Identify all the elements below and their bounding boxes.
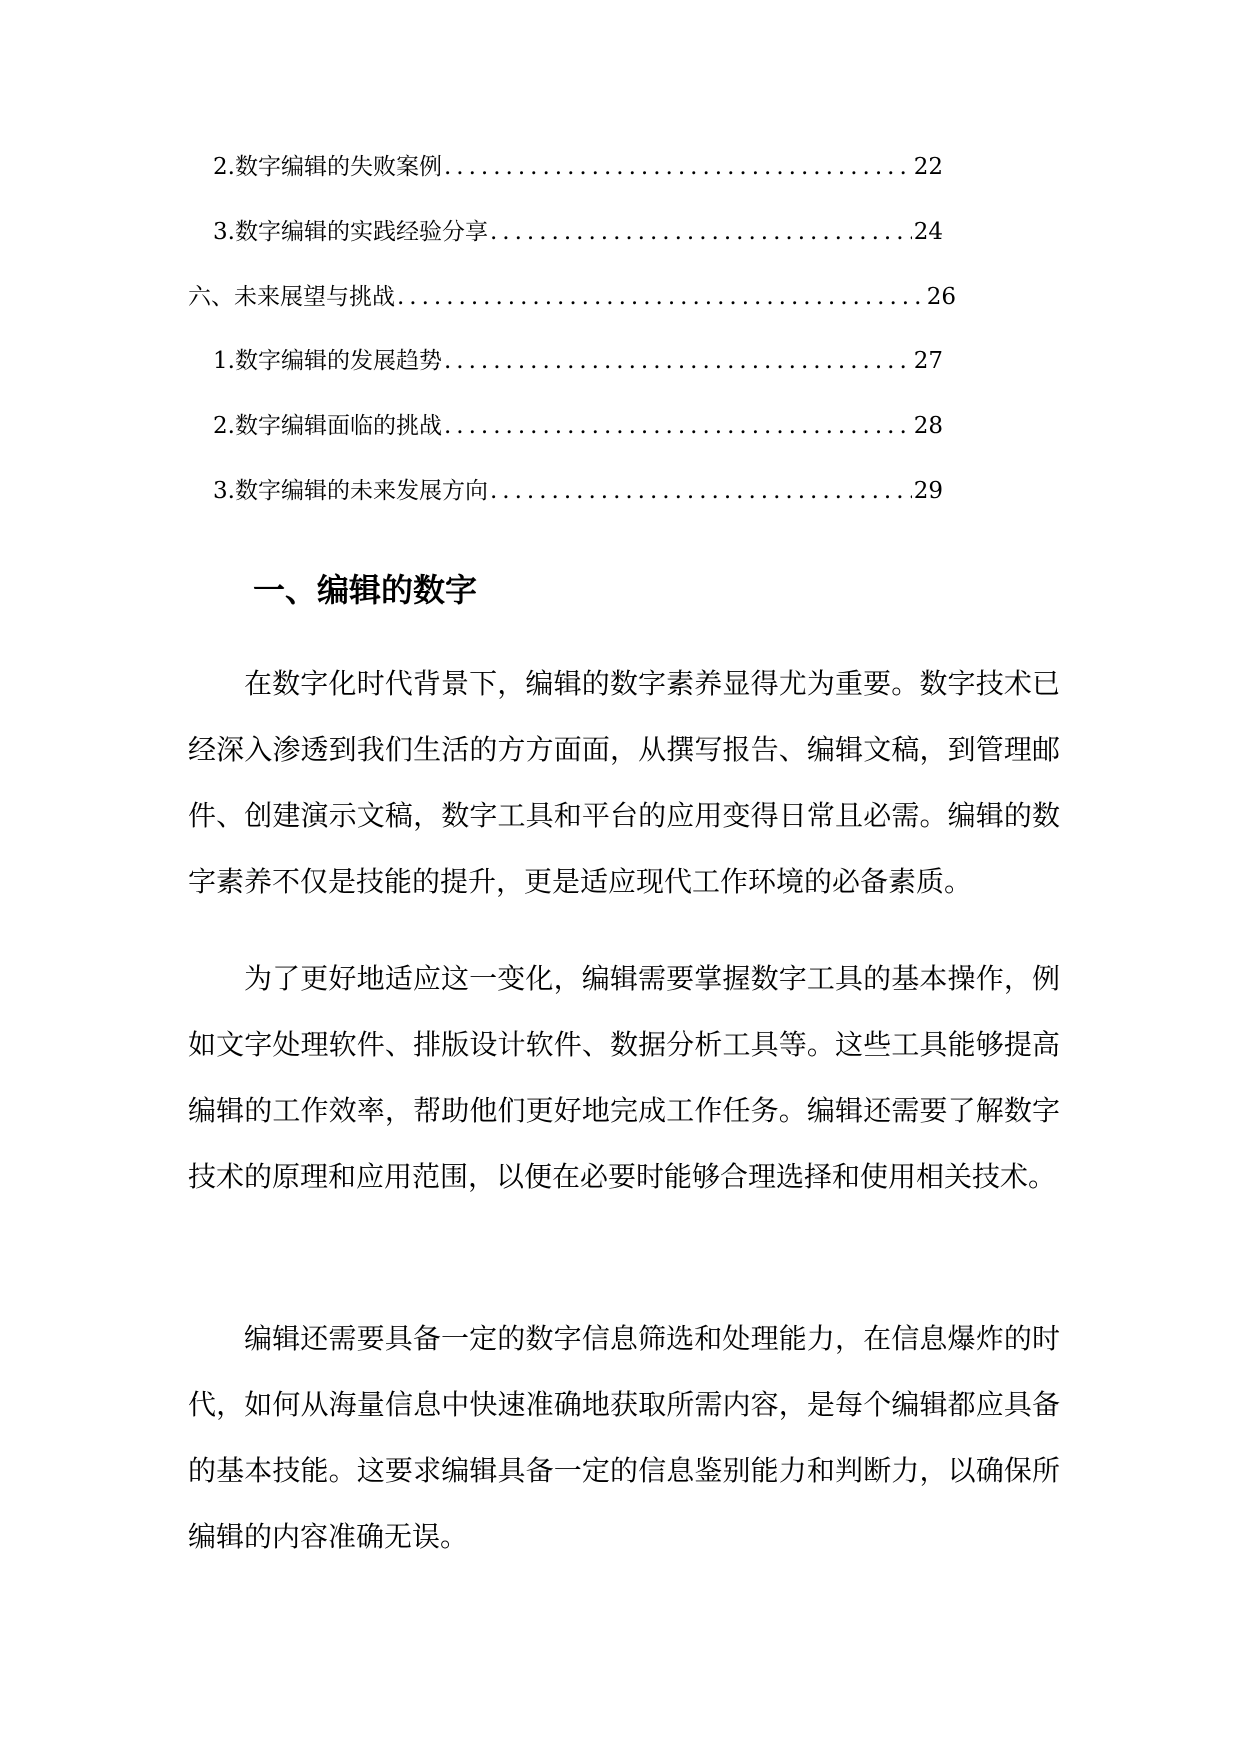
toc-entry-title: 数字编辑的实践经验分享 (234, 219, 488, 245)
toc-entry-title: 数字编辑的发展趋势 (234, 348, 442, 374)
paragraph-text: 为了更好地适应这一变化，编辑需要掌握数字工具的基本操作，例如文字处理软件、排版设计软件、数据分析工具等。这些工具能够提高编辑的工作效率，帮助他们更好地完成工作任务。编辑还需要了解数字技术的原理和应用范围，以便在必要时能够合理选择和使用相关技术。 (188, 962, 1060, 1193)
paragraph-text: 在数字化时代背景下，编辑的数字素养显得尤为重要。数字技术已经深入渗透到我们生活的方方面面，从撰写报告、编辑文稿，到管理邮件、创建演示文稿，数字工具和平台的应用变得日常且必需。编辑的数字素养不仅是技能的提升，更是适应现代工作环境的必备素质。 (188, 667, 1060, 898)
toc-leader-dots (397, 282, 925, 312)
toc-entry-title: 数字编辑的失败案例 (234, 154, 442, 180)
toc-entry-page: 26 (926, 284, 956, 310)
body-paragraph (188, 946, 1060, 1210)
toc-leader-dots (444, 152, 912, 182)
body-paragraph (188, 1306, 1060, 1570)
toc-entry-title: 六、未来展望与挑战 (188, 284, 395, 310)
toc-entry-page: 29 (913, 478, 943, 504)
paragraph-text: 编辑还需要具备一定的数字信息筛选和处理能力，在信息爆炸的时代，如何从海量信息中快速准确地获取所需内容，是每个编辑都应具备的基本技能。这要求编辑具备一定的信息鉴别能力和判断力，以确保所编辑的内容准确无误。 (188, 1322, 1060, 1553)
toc-entry[interactable] (213, 346, 943, 376)
toc-entry-page: 28 (913, 413, 943, 439)
toc-entry-number: 2. (213, 413, 235, 439)
toc-leader-dots (444, 346, 912, 376)
toc-leader-dots (444, 411, 912, 441)
section-heading: 一、编辑的数字 (253, 571, 478, 609)
toc-entry[interactable] (213, 411, 943, 441)
toc-leader-dots (490, 476, 912, 506)
toc-entry-number: 3. (213, 478, 235, 504)
body-paragraph (188, 651, 1060, 915)
toc-entry-page: 27 (913, 348, 943, 374)
toc-entry-page: 24 (913, 219, 943, 245)
toc-entry-title: 数字编辑面临的挑战 (234, 413, 442, 439)
toc-entry-page: 22 (913, 154, 943, 180)
toc-entry-chapter[interactable] (188, 282, 956, 312)
toc-leader-dots (490, 217, 912, 247)
toc-entry[interactable] (213, 476, 943, 506)
toc-entry-title: 数字编辑的未来发展方向 (234, 478, 488, 504)
toc-entry-number: 2. (213, 154, 235, 180)
toc-entry[interactable] (213, 217, 943, 247)
toc-entry[interactable] (213, 152, 943, 182)
toc-entry-number: 1. (213, 348, 235, 374)
toc-entry-number: 3. (213, 219, 235, 245)
